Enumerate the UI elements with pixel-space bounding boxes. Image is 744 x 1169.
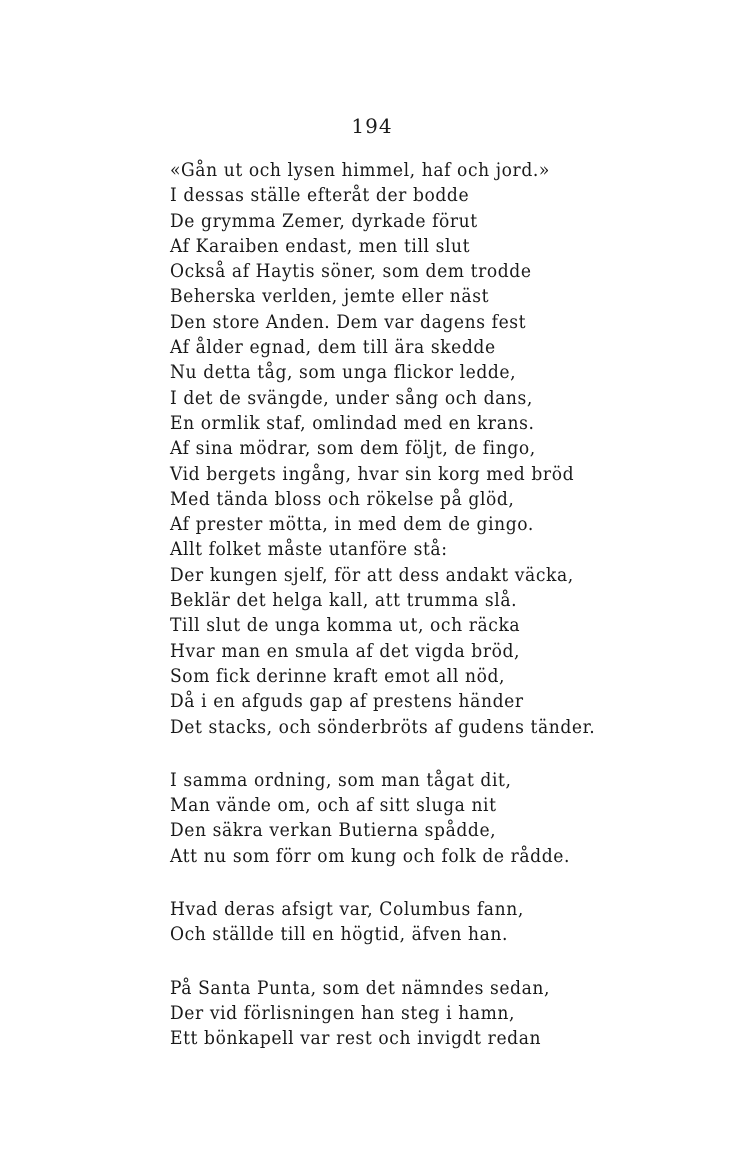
verse-line: Der kungen sjelf, för att dess andakt väcka,: [170, 563, 574, 586]
verse-line: Nu detta tåg, som unga flickor ledde,: [170, 361, 517, 384]
verse-line: Hvar man en smula af det vigda bröd,: [170, 639, 521, 662]
verse-line: I dessas ställe efteråt der bodde: [170, 184, 470, 207]
verse-line: Man vände om, och af sitt sluga nit: [170, 794, 497, 817]
stanza-4: [170, 976, 730, 1052]
verse-line: Den säkra verkan Butierna spådde,: [170, 819, 497, 842]
page-number: 194: [351, 114, 393, 138]
verse-line: Beherska verlden, jemte eller näst: [170, 285, 490, 308]
verse-line: «Gån ut och lysen himmel, haf och jord.»: [170, 159, 550, 181]
verse-line: Af ålder egnad, dem till ära skedde: [170, 336, 496, 359]
verse-line: En ormlik staf, omlindad med en krans.: [170, 411, 535, 434]
verse-line: Af Karaiben endast, men till slut: [170, 234, 471, 257]
verse-line: Af sina mödrar, som dem följt, de fingo,: [170, 437, 536, 460]
verse-line: Af prester mötta, in med dem de gingo.: [170, 513, 534, 536]
stanza-2: [170, 768, 730, 869]
stanza-1: [170, 158, 730, 740]
verse-line: Då i en afguds gap af prestens händer: [170, 690, 524, 713]
verse-line: Der vid förlisningen han steg i hamn,: [170, 1001, 516, 1024]
verse-line: På Santa Punta, som det nämndes sedan,: [170, 976, 551, 999]
verse-line: Hvad deras afsigt var, Columbus fann,: [170, 898, 524, 921]
verse-line: Som fick derinne kraft emot all nöd,: [170, 664, 506, 687]
verse-line: Att nu som förr om kung och folk de rådde.: [170, 844, 570, 867]
poem-body: [170, 158, 730, 1080]
verse-line: Beklär det helga kall, att trumma slå.: [170, 589, 518, 612]
verse-line: De grymma Zemer, dyrkade förut: [170, 209, 478, 232]
stanza-3: [170, 897, 730, 948]
verse-line: I samma ordning, som man tågat dit,: [170, 768, 512, 791]
verse-line: I det de svängde, under sång och dans,: [170, 386, 533, 409]
verse-line: Och ställde till en högtid, äfven han.: [170, 923, 509, 946]
verse-line: Det stacks, och sönderbröts af gudens tänder.: [170, 715, 596, 738]
verse-line: Också af Haytis söner, som dem trodde: [170, 260, 532, 283]
verse-line: Ett bönkapell var rest och invigdt redan: [170, 1027, 542, 1050]
verse-line: Allt folket måste utanföre stå:: [170, 538, 448, 561]
verse-line: Med tända bloss och rökelse på glöd,: [170, 487, 515, 510]
verse-line: Vid bergets ingång, hvar sin korg med bröd: [170, 462, 575, 485]
verse-line: Till slut de unga komma ut, och räcka: [170, 614, 521, 637]
verse-line: Den store Anden. Dem var dagens fest: [170, 310, 527, 333]
